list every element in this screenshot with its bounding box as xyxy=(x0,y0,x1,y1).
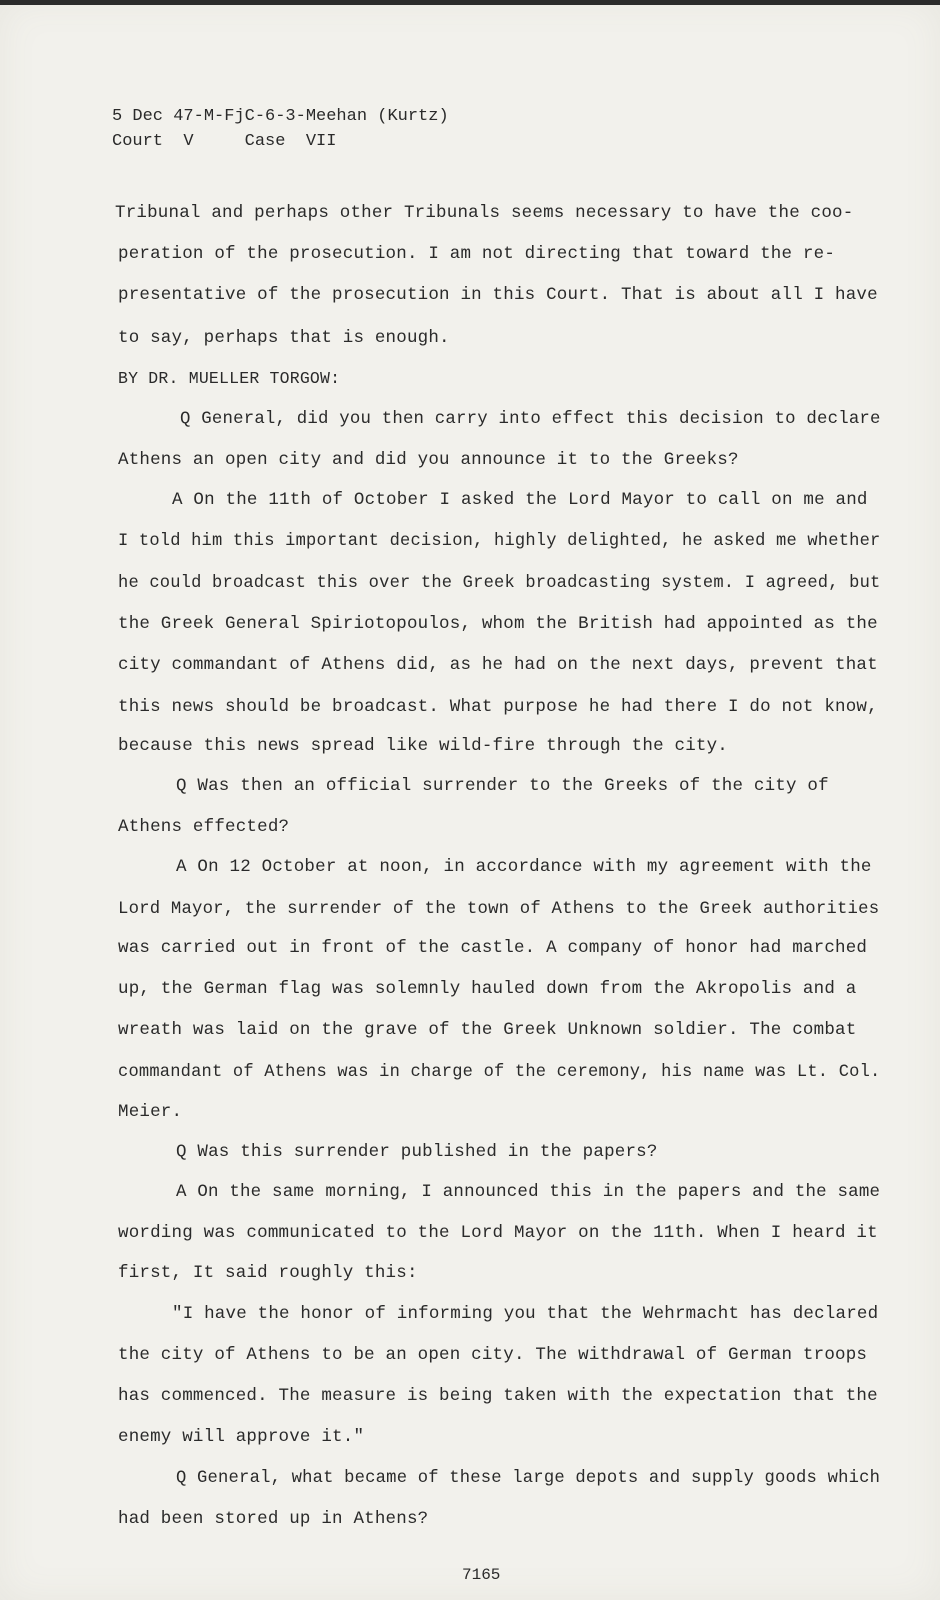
transcript-line: Athens effected? xyxy=(118,817,290,837)
document-header xyxy=(112,104,449,154)
scan-top-edge xyxy=(0,0,940,5)
transcript-line: Q Was then an official surrender to the Greeks of the city of xyxy=(176,776,829,796)
transcript-line: because this news spread like wild-fire through the city. xyxy=(118,736,728,756)
transcript-line: presentative of the prosecution in this Court. That is about all I have xyxy=(118,285,878,305)
quoted-statement-line: has commenced. The measure is being taken with the expectation that the xyxy=(118,1386,878,1406)
transcript-line: Meier. xyxy=(118,1102,183,1122)
transcript-line: Athens an open city and did you announce it to the Greeks? xyxy=(118,450,739,470)
transcript-line: wording was communicated to the Lord Mayor on the 11th. When I heard it xyxy=(118,1223,878,1243)
transcript-line: he could broadcast this over the Greek broadcasting system. I agreed, but xyxy=(118,573,881,593)
transcript-line: Lord Mayor, the surrender of the town of Athens to the Greek authorities xyxy=(118,899,880,919)
transcript-line: peration of the prosecution. I am not directing that toward the re- xyxy=(118,244,836,264)
transcript-line: first, It said roughly this: xyxy=(118,1263,418,1283)
transcript-line: the Greek General Spiriotopoulos, whom the British had appointed as the xyxy=(118,614,878,634)
quoted-statement-line: enemy will approve it." xyxy=(118,1427,365,1447)
transcript-line: I told him this important decision, highly delighted, he asked me whether xyxy=(118,531,881,551)
transcript-line: up, the German flag was solemnly hauled down from the Akropolis and a xyxy=(118,979,857,999)
transcript-line: wreath was laid on the grave of the Greek Unknown soldier. The combat xyxy=(118,1020,857,1040)
transcript-line: Tribunal and perhaps other Tribunals seems necessary to have the coo- xyxy=(115,203,854,223)
transcript-line: Q General, did you then carry into effect this decision to declare xyxy=(180,409,881,429)
header-case-reference: 5 Dec 47-M-FjC-6-3-Meehan (Kurtz) xyxy=(112,107,449,126)
quoted-statement-line: "I have the honor of informing you that the Wehrmacht has declared xyxy=(172,1304,879,1324)
transcript-line: was carried out in front of the castle. A company of honor had marched xyxy=(118,938,868,958)
transcript-line: this news should be broadcast. What purpose he had there I do not know, xyxy=(118,697,878,717)
transcript-line: to say, perhaps that is enough. xyxy=(118,328,450,348)
transcript-line: Q General, what became of these large depots and supply goods which xyxy=(176,1468,881,1488)
transcript-line: A On the same morning, I announced this in the papers and the same xyxy=(176,1182,881,1202)
examiner-heading: BY DR. MUELLER TORGOW: xyxy=(118,369,341,388)
transcript-line: A On the 11th of October I asked the Lord Mayor to call on me and xyxy=(172,490,868,510)
page-number: 7165 xyxy=(462,1566,501,1584)
transcript-line: city commandant of Athens did, as he had on the next days, prevent that xyxy=(118,655,878,675)
quoted-statement-line: the city of Athens to be an open city. The withdrawal of German troops xyxy=(118,1345,868,1365)
transcript-line: commandant of Athens was in charge of the ceremony, his name was Lt. Col. xyxy=(118,1062,881,1082)
transcript-line: A On 12 October at noon, in accordance with my agreement with the xyxy=(176,857,872,877)
transcript-line: Q Was this surrender published in the papers? xyxy=(176,1142,658,1162)
transcript-line: had been stored up in Athens? xyxy=(118,1509,429,1529)
header-court-case: Court V Case VII xyxy=(112,132,337,151)
